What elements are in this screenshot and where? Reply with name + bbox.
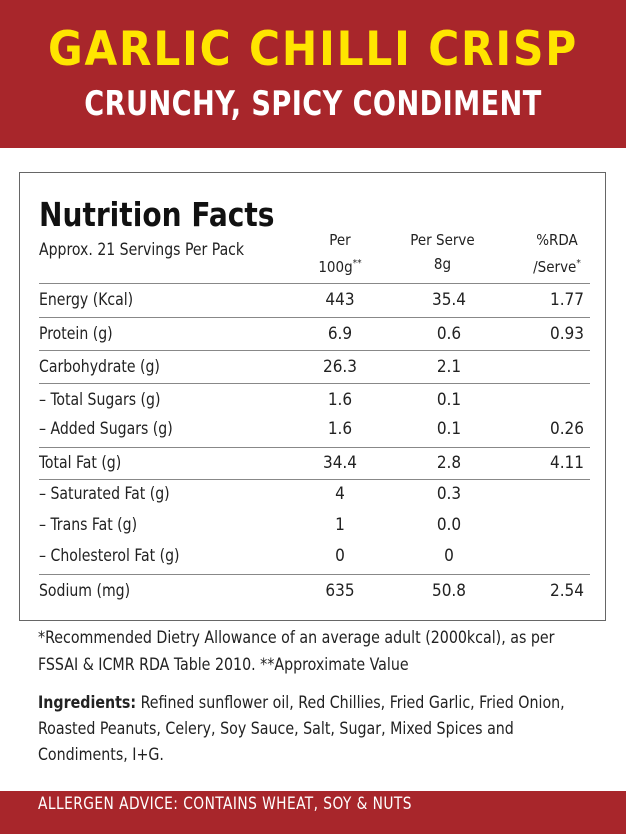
column-header-rda: %RDA /Serve* <box>533 231 581 276</box>
nutrition-facts-panel <box>19 172 606 621</box>
table-row: – Cholesterol Fat (g) 0 0 <box>39 546 454 566</box>
ingredients-block <box>38 690 596 768</box>
column-header-per-100g: Per 100g** <box>318 231 362 276</box>
table-row: Total Fat (g) 34.4 2.8 4.11 <box>39 453 585 473</box>
servings-per-pack: Approx. 21 Servings Per Pack <box>39 240 245 260</box>
table-row: Protein (g) 6.9 0.6 0.93 <box>39 324 585 344</box>
column-header-per-serve: Per Serve 8g <box>410 231 475 273</box>
table-row: – Total Sugars (g) 1.6 0.1 <box>39 390 462 410</box>
table-row: – Added Sugars (g) 1.6 0.1 0.26 <box>39 419 585 439</box>
product-subtitle: CRUNCHY, SPICY CONDIMENT <box>84 84 542 124</box>
header-banner <box>0 0 626 148</box>
allergen-advice: ALLERGEN ADVICE: CONTAINS WHEAT, SOY & NUTS <box>38 794 412 814</box>
table-row: – Saturated Fat (g) 4 0.3 <box>39 484 462 504</box>
allergen-banner <box>0 791 626 834</box>
product-title: GARLIC CHILLI CRISP <box>47 22 579 77</box>
table-row: Carbohydrate (g) 26.3 2.1 <box>39 357 462 377</box>
table-row: – Trans Fat (g) 1 0.0 <box>39 515 462 535</box>
table-row: Sodium (mg) 635 50.8 2.54 <box>39 581 585 601</box>
ingredients-label: Ingredients: <box>38 693 137 713</box>
nutrition-title: Nutrition Facts <box>39 195 275 234</box>
ingredients-text: Refined sunflower oil, Red Chillies, Fried Garlic, Fried Onion, Roasted Peanuts, Celery, Soy Sauce, Salt, Sugar, Mixed Spices and Condiments, I+G. <box>38 693 565 765</box>
rda-footnote: *Recommended Dietry Allowance of an average adult (2000kcal), as per FSSAI & ICMR RDA Table 2010. **Approximate Value <box>38 628 555 675</box>
table-row: Energy (Kcal) 443 35.4 1.77 <box>39 290 585 310</box>
